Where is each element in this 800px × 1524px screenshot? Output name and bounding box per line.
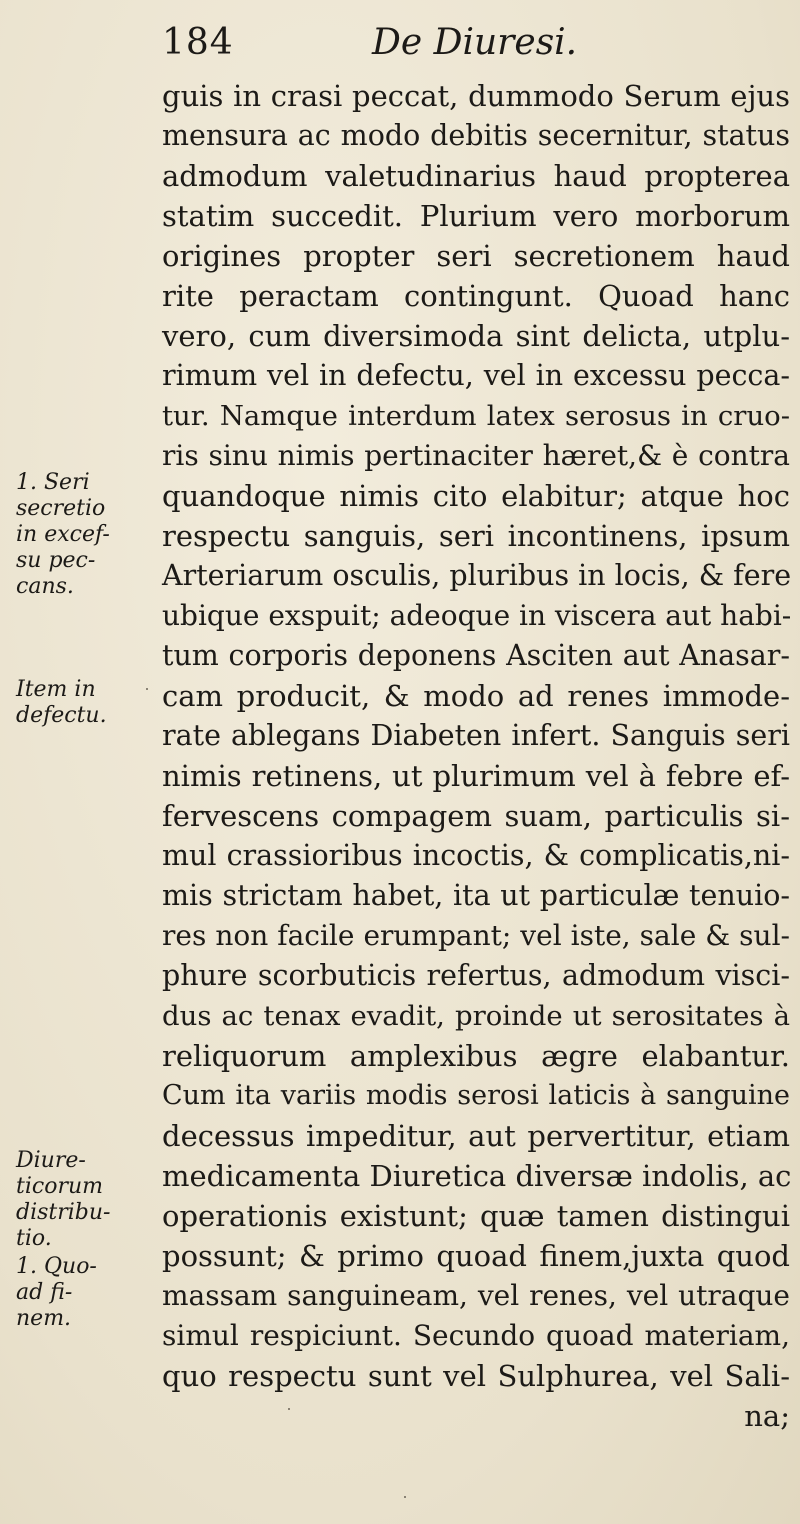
running-head	[162, 18, 662, 68]
text-line: vero, cum diversimoda sint delicta, utplu-	[162, 319, 790, 353]
text-line: rimum vel in defectu, vel in excessu pecca-	[162, 359, 790, 392]
paper-speck	[146, 688, 148, 690]
text-line: mul crassioribus incoctis, & complicatis,ni-	[162, 839, 790, 872]
margin-note-line: Item in	[16, 677, 96, 702]
text-line: nimis retinens, ut plurimum vel à febre ef-	[162, 759, 790, 793]
text-line: rite peractam contingunt. Quoad hanc	[162, 279, 790, 313]
text-line: admodum valetudinarius haud propterea	[162, 159, 790, 193]
header-title: De Diuresi.	[372, 22, 578, 63]
text-line: Cum ita variis modis serosi laticis à sanguine	[162, 1080, 790, 1111]
text-line: reliquorum amplexibus ægre elabantur.	[162, 1039, 790, 1073]
margin-note-line: ad fi-	[16, 1280, 73, 1305]
text-line: decessus impeditur, aut pervertitur, etiam	[162, 1119, 790, 1153]
margin-note-line: tio.	[16, 1226, 52, 1251]
paper-speck	[404, 1496, 406, 1498]
text-line: fervescens compagem suam, particulis si-	[162, 799, 790, 833]
text-line: statim succedit. Plurium vero morborum	[162, 199, 790, 233]
page-number: 184	[162, 22, 234, 63]
margin-note-line: defectu.	[16, 703, 107, 728]
margin-note-quoad-finem	[16, 1254, 154, 1332]
margin-note-line: secretio	[16, 496, 106, 521]
margin-note-item-in-defectu	[16, 677, 154, 729]
margin-note-line: distribu-	[16, 1200, 111, 1225]
margin-note-line: in excef-	[16, 522, 110, 547]
text-line: tur. Namque interdum latex serosus in cruo-	[162, 400, 790, 432]
margin-note-line: 1. Quo-	[16, 1254, 97, 1279]
margin-note-diureticorum	[16, 1148, 154, 1252]
text-line: tum corporis deponens Asciten aut Anasar-	[162, 639, 790, 672]
text-line: mis strictam habet, ita ut particulæ tenuio-	[162, 879, 790, 912]
margin-note-line: nem.	[16, 1306, 72, 1331]
text-line: res non facile erumpant; vel iste, sale & sul-	[162, 919, 790, 952]
margin-note-line: Diure-	[16, 1148, 86, 1173]
main-text-block	[162, 76, 790, 1436]
margin-note-line: cans.	[16, 574, 74, 599]
text-line: medicamenta Diuretica diversæ indolis, ac	[162, 1159, 792, 1193]
text-line: operationis existunt; quæ tamen distingui	[162, 1199, 790, 1233]
text-line: cam producit, & modo ad renes immode-	[162, 679, 790, 713]
margin-note-line: ticorum	[16, 1174, 103, 1199]
text-line: ubique exspuit; adeoque in viscera aut habi-	[162, 599, 792, 632]
text-line: simul respiciunt. Secundo quoad materiam,	[162, 1319, 790, 1352]
text-line: phure scorbuticis refertus, admodum visci-	[162, 959, 790, 992]
text-line: Arteriarum osculis, pluribus in locis, & fere	[162, 559, 792, 592]
text-line: quandoque nimis cito elabitur; atque hoc	[162, 479, 790, 513]
text-line: guis in crasi peccat, dummodo Serum ejus	[162, 79, 790, 113]
text-line: origines propter seri secretionem haud	[162, 239, 790, 273]
margin-note-line: su pec-	[16, 548, 96, 573]
text-line: ris sinu nimis pertinaciter hæret,& è contra	[162, 439, 790, 472]
text-line: dus ac tenax evadit, proinde ut serositates à	[162, 1000, 790, 1032]
text-line: possunt; & primo quoad finem,juxta quod	[162, 1239, 790, 1273]
text-line: rate ablegans Diabeten infert. Sanguis seri	[162, 719, 790, 752]
paper-speck	[288, 1408, 290, 1410]
margin-note-line: 1. Seri	[16, 470, 90, 495]
margin-note-seri-secretio	[16, 470, 154, 600]
text-line: na;	[744, 1399, 790, 1433]
text-line: massam sanguineam, vel renes, vel utraque	[162, 1279, 790, 1312]
text-line: quo respectu sunt vel Sulphurea, vel Sali-	[162, 1359, 790, 1393]
text-line: respectu sanguis, seri incontinens, ipsum	[162, 519, 790, 553]
text-line: mensura ac modo debitis secernitur, status	[162, 119, 790, 152]
